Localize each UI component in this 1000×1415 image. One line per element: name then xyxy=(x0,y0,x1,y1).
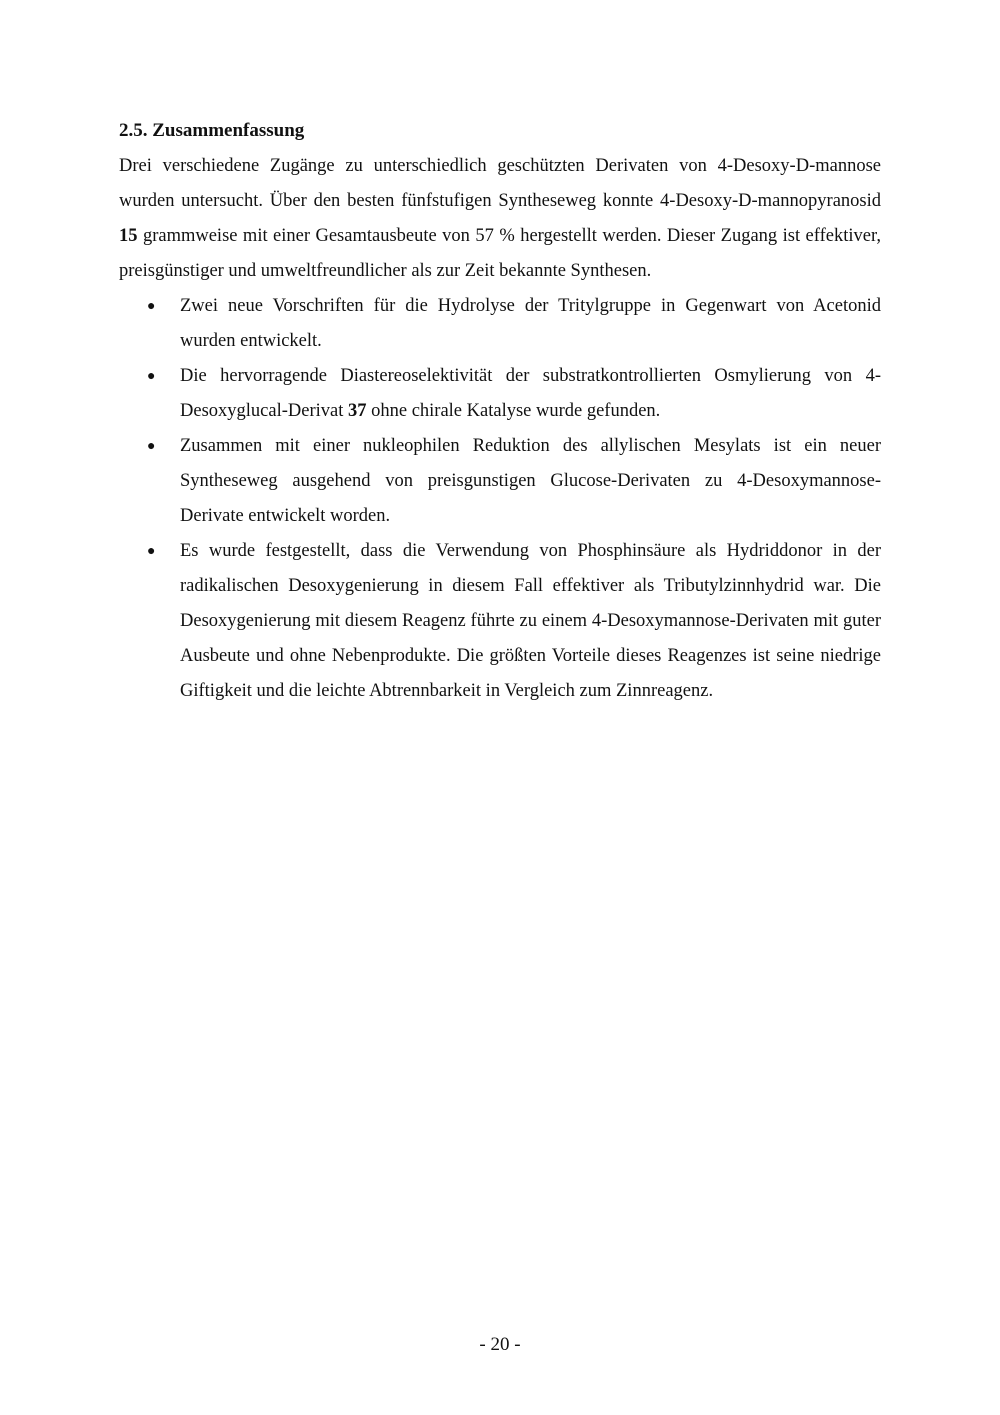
intro-d-config-1: D xyxy=(795,156,810,176)
bullet-icon: ● xyxy=(147,299,156,314)
list-item-text: Es wurde festgestellt, dass die Verwendung von Phosphinsäure als Hydriddonor in der radikalischen Desoxygenierung in diesem Fall effektiver als Tributylzinnhydrid war. Die Desoxygenierung mit diesem Reagenz führte zu einem 4-Desoxymannose-Derivaten mit guter Ausbeute und ohne Nebenprodukte. Die größten Vorteile dieses Reagenzes ist seine niedrige Giftigkeit und die leichte Abtrennbarkeit in Vergleich zum Zinnreagenz. xyxy=(180,541,881,701)
list-item-text: Die hervorragende Diastereoselektivität der substratkontrollierten Osmylierung von 4-Desoxyglucal-Derivat xyxy=(180,366,881,421)
compound-number-37: 37 xyxy=(347,401,367,421)
intro-paragraph xyxy=(119,149,881,289)
list-item-text: Zusammen mit einer nukleophilen Reduktion des allylischen Mesylats ist ein neuer Syntheseweg ausgehend von preisgunstigen Glucose-Derivaten zu 4-Desoxymannose-Derivate entwickelt worden. xyxy=(180,436,881,526)
intro-d-config-2: D xyxy=(738,191,752,211)
page-content xyxy=(119,114,881,709)
bullet-icon: ● xyxy=(147,369,156,384)
page-number: - 20 - xyxy=(479,1334,521,1355)
compound-number-15: 15 xyxy=(119,226,138,246)
intro-text-3: -mannopyranosid xyxy=(751,191,881,211)
list-item xyxy=(119,359,881,429)
intro-text-4: grammweise mit einer Gesamtausbeute von 57 % hergestellt werden. Dieser Zugang ist effektiver, preisgünstiger und umweltfreundlicher als zur Zeit bekannte Synthesen. xyxy=(119,226,881,281)
bullet-icon: ● xyxy=(147,439,156,454)
list-item xyxy=(119,534,881,709)
list-item xyxy=(119,429,881,534)
list-item xyxy=(119,289,881,359)
list-item-text: Zwei neue Vorschriften für die Hydrolyse der Tritylgruppe in Gegenwart von Acetonid wurden entwickelt. xyxy=(180,296,881,351)
list-item-text-end: ohne chirale Katalyse wurde gefunden. xyxy=(366,401,661,421)
bullet-icon: ● xyxy=(147,544,156,559)
section-heading: 2.5. Zusammenfassung xyxy=(119,120,305,141)
intro-text-1: Drei verschiedene Zugänge zu unterschiedlich geschützten Derivaten von 4-Desoxy- xyxy=(119,156,796,176)
intro-text-2: -mannose wurden untersucht. Über den besten fünfstufigen Syntheseweg konnte 4-Desoxy- xyxy=(119,156,881,211)
findings-list xyxy=(119,289,881,709)
